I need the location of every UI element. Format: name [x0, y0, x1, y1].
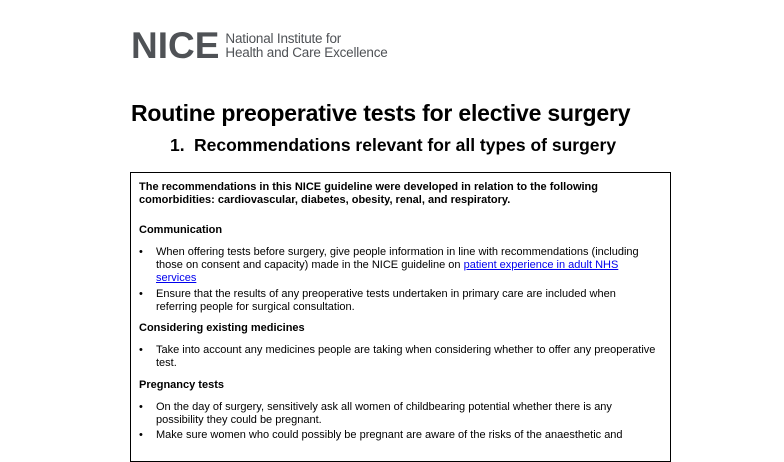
- bullet: •: [139, 344, 143, 356]
- list-item-text: Make sure women who could possibly be pregnant are aware of the risks of the anaesthetic and: [156, 429, 623, 441]
- page-title: Routine preoperative tests for elective surgery: [131, 100, 631, 126]
- bullet: •: [139, 429, 143, 441]
- list-item: [139, 401, 659, 427]
- list-item: [139, 344, 659, 370]
- list-item: [139, 429, 659, 442]
- list-item: [139, 246, 659, 285]
- patient-experience-link[interactable]: patient experience in adult NHS services: [156, 259, 619, 284]
- list-item: [139, 288, 659, 314]
- list-item-text: On the day of surgery, sensitively ask all women of childbearing potential whether there is any possibility they could be pregnant.: [156, 401, 612, 426]
- list-item-text: Take into account any medicines people are taking when considering whether to offer any preoperative test.: [156, 344, 656, 369]
- logo-text: [225, 32, 387, 60]
- section-heading: [170, 134, 616, 156]
- section-number: 1.: [170, 135, 185, 155]
- communication-heading: Communication: [139, 224, 223, 236]
- pregnancy-heading: Pregnancy tests: [139, 379, 224, 391]
- logo-line-2: Health and Care Excellence: [225, 45, 388, 60]
- medicines-heading: Considering existing medicines: [139, 322, 305, 334]
- logo-mark: NICE: [131, 25, 220, 66]
- list-item-text: Ensure that the results of any preoperative tests undertaken in primary care are included when referring people for surgical consultation.: [156, 288, 616, 313]
- intro-text: The recommendations in this NICE guideline were developed in relation to the following comorbidities: cardiovascular, diabetes, obesity, renal, and respiratory.: [139, 181, 598, 206]
- recommendations-box: [130, 172, 671, 462]
- list-item-text: When offering tests before surgery, give people information in line with recommendations (including those on consent and capacity) made in the NICE guideline on patient experience in adult NHS services: [156, 246, 639, 284]
- bullet: •: [139, 246, 143, 258]
- bullet: •: [139, 288, 143, 300]
- nice-logo: [131, 25, 388, 66]
- section-heading-text: Recommendations relevant for all types of surgery: [194, 135, 617, 155]
- logo-line-1: National Institute for: [225, 31, 342, 46]
- bullet: •: [139, 401, 143, 413]
